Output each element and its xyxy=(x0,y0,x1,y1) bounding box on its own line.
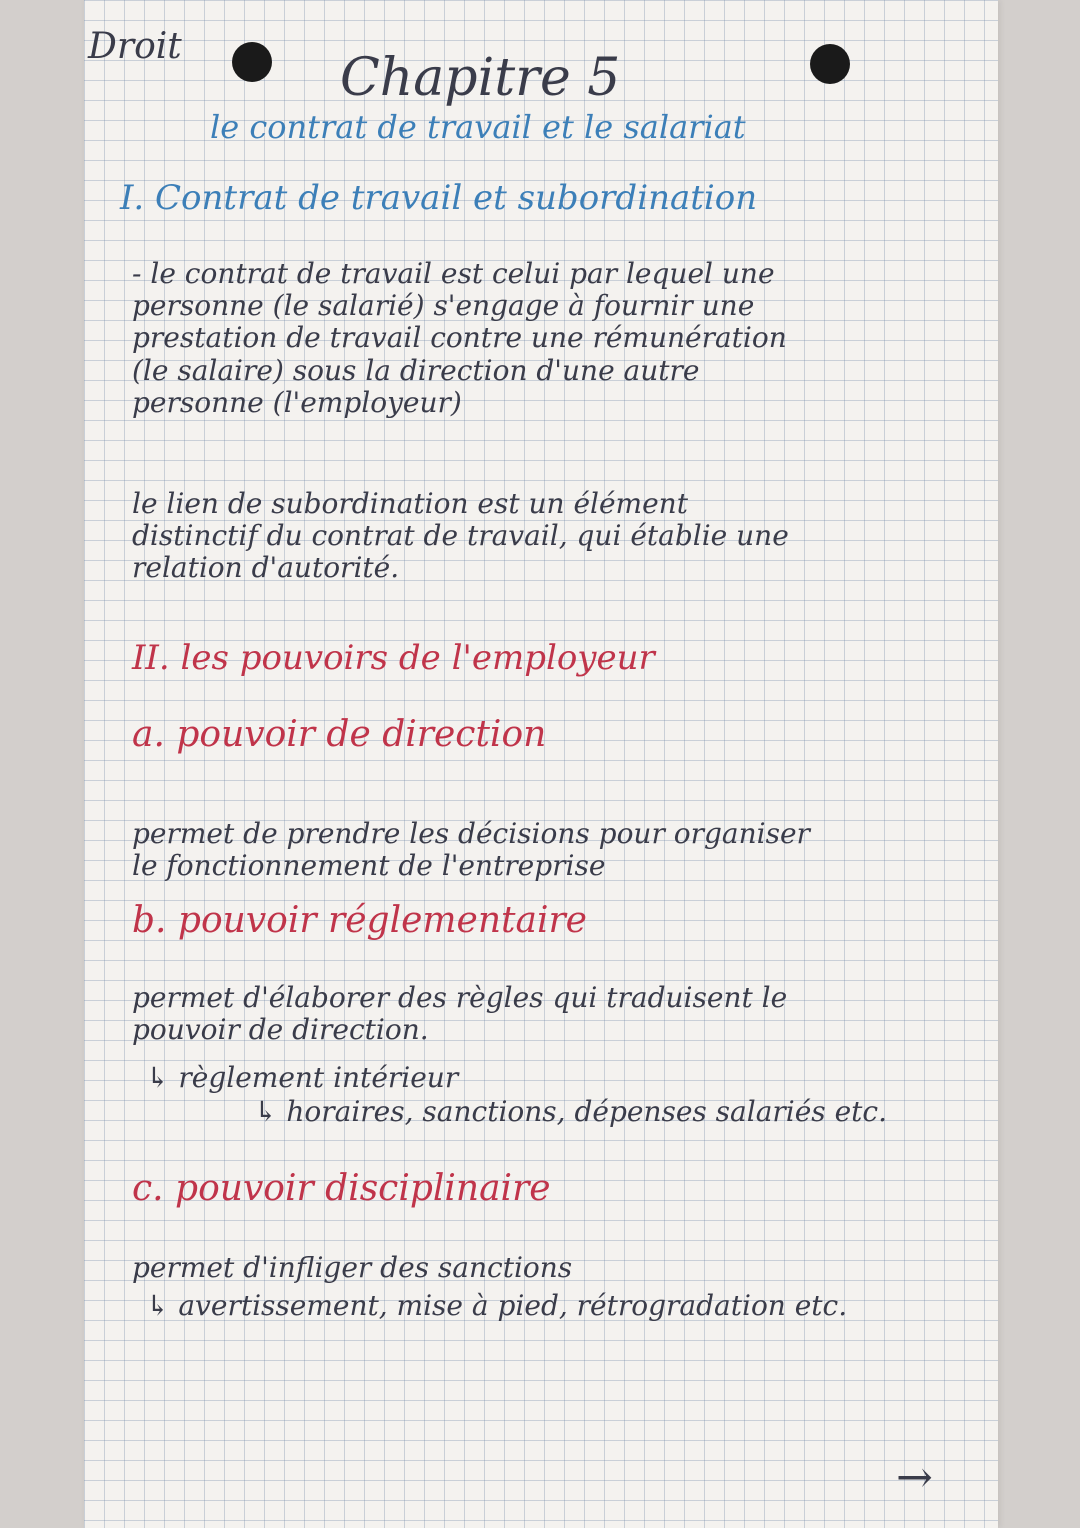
power-c-sub1: ↳ avertissement, mise à pied, rétrogradation etc. xyxy=(146,1289,848,1322)
power-c-title: c. pouvoir disciplinaire xyxy=(132,1168,551,1209)
power-a-text xyxy=(132,818,810,882)
power-b-text xyxy=(132,982,787,1046)
chapter-subtitle: le contrat de travail et le salariat xyxy=(210,108,746,146)
next-page-arrow: → xyxy=(896,1452,933,1503)
text-line: relation d'autorité. xyxy=(132,551,400,585)
text-line: - le contrat de travail est celui par lequel une xyxy=(132,257,775,290)
power-b-title: b. pouvoir réglementaire xyxy=(132,900,587,941)
text-line: permet d'infliger des sanctions xyxy=(132,1251,573,1284)
section2-title: II. les pouvoirs de l'employeur xyxy=(132,638,655,678)
subject-label: Droit xyxy=(88,26,182,67)
text-line: distinctif du contrat de travail, qui établie une xyxy=(132,519,789,553)
section1-paragraph2 xyxy=(132,488,789,585)
text-line: le fonctionnement de l'entreprise xyxy=(132,849,606,883)
text-line: le lien de subordination est un élément xyxy=(132,487,688,520)
section1-title: I. Contrat de travail et subordination xyxy=(120,178,758,218)
binder-hole-left xyxy=(232,42,272,82)
power-c-text xyxy=(132,1252,572,1284)
power-b-sub1: ↳ règlement intérieur xyxy=(146,1061,459,1094)
power-a-title: a. pouvoir de direction xyxy=(132,714,547,755)
chapter-title: Chapitre 5 xyxy=(340,48,621,108)
text-line: pouvoir de direction. xyxy=(132,1013,429,1047)
text-line: (le salaire) sous la direction d'une autre xyxy=(132,353,700,387)
text-line: personne (l'employeur) xyxy=(132,385,462,419)
binder-hole-right xyxy=(810,44,850,84)
text-line: personne (le salarié) s'engage à fournir une xyxy=(132,289,755,323)
text-line: permet d'élaborer des règles qui traduisent le xyxy=(132,981,788,1014)
power-b-sub2: ↳ horaires, sanctions, dépenses salariés etc. xyxy=(254,1095,887,1128)
text-line: prestation de travail contre une rémunération xyxy=(132,321,787,355)
text-line: permet de prendre les décisions pour organiser xyxy=(132,817,810,850)
section1-paragraph1 xyxy=(132,258,787,419)
